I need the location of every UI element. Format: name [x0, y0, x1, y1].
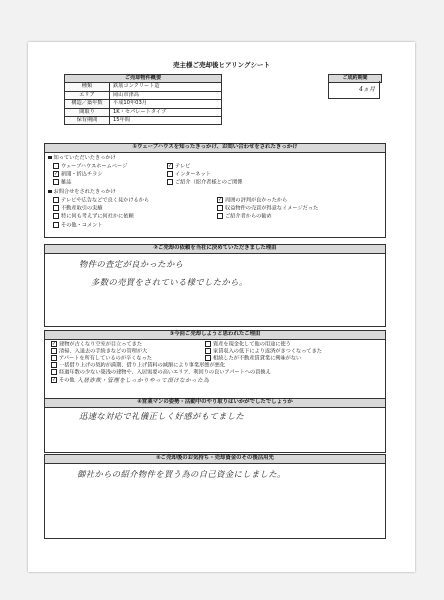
- q2-option[interactable]: [217, 197, 287, 204]
- q1-option[interactable]: [53, 171, 103, 178]
- reason-label: アパートを所有しているのが辛くなった: [59, 355, 152, 362]
- q1-option[interactable]: [167, 179, 242, 186]
- property-header: ご売却物件概要: [65, 75, 222, 83]
- property-value: 鉄筋コンクリート造: [110, 83, 222, 91]
- q1-option-label: ウェーブハウスホームページ: [61, 163, 128, 170]
- property-value: 15年間: [110, 117, 222, 125]
- section5-answer: 御社からの紹介物件を買う為の自己資金にしました。: [77, 469, 286, 479]
- checkbox-icon[interactable]: [51, 348, 57, 354]
- reason-label: 一括借り上げの契約が満期、借り上げ賃料の減額により事業形態が悪化: [59, 362, 226, 369]
- reason-option[interactable]: [51, 362, 225, 369]
- property-label: 構造／築年数: [65, 100, 110, 108]
- reason-option[interactable]: [205, 348, 322, 355]
- section3-header: ③今回ご売却しようと思われたご理由: [44, 330, 386, 340]
- checkbox-icon[interactable]: [53, 179, 59, 185]
- section2-answer-line: 物件の査定が良かったから: [79, 259, 184, 269]
- checkbox-icon[interactable]: [53, 222, 59, 228]
- sheet-title: 売主様ご売却後ヒアリングシート: [172, 61, 271, 69]
- section1-header: ①ウェーブハウスを知ったきっかけ、お問い合わせをされたきっかけ: [44, 143, 386, 153]
- checkbox-icon[interactable]: [53, 163, 59, 169]
- section5-body[interactable]: [44, 462, 386, 539]
- section2-answer-line: 多数の売買をされている様でしたから。: [91, 277, 248, 287]
- q2-title: [48, 189, 116, 195]
- q1-option-label: インターネット: [175, 171, 211, 178]
- checkbox-icon[interactable]: [167, 179, 173, 185]
- q2-option-label: 周囲の評判が良かったから: [225, 197, 288, 204]
- reason-other-handwriting: 入居詐欺・管理をしっかりやって頂けなかった為: [77, 377, 210, 384]
- q2-option[interactable]: [53, 213, 134, 220]
- checkbox-checked-icon[interactable]: ✓: [54, 170, 59, 177]
- checkbox-icon[interactable]: [205, 341, 211, 347]
- checkbox-icon[interactable]: [167, 171, 173, 177]
- property-label: 保有期間: [65, 117, 110, 125]
- reason-option[interactable]: [205, 355, 301, 362]
- bullet-icon: [48, 190, 52, 194]
- reason-label: 経過年数の少ない築浅の建物や、入居需要の高いエリア、利回りの良いアパートへの買換え: [59, 369, 271, 376]
- q1-option[interactable]: [53, 163, 127, 170]
- q1-option-label: ご紹介（紹介者様とのご関係: [175, 179, 243, 186]
- section5-header: ⑤ご売却後のお気持ち・売却資金のその後活用先: [44, 454, 386, 464]
- q2-option-label: 不動産取引の実績: [61, 205, 103, 212]
- reason-option[interactable]: [51, 348, 147, 355]
- q1-title: [48, 155, 116, 161]
- reason-label: 資産を現金化して他の用途に使う: [213, 341, 291, 348]
- period-value: 4ヵ月: [328, 81, 380, 99]
- checkbox-checked-icon[interactable]: ✓: [168, 162, 173, 169]
- property-summary-table: [64, 74, 222, 125]
- checkbox-icon[interactable]: [51, 355, 57, 361]
- section4-body[interactable]: [44, 406, 386, 453]
- checkbox-icon[interactable]: [53, 205, 59, 211]
- checkbox-icon[interactable]: [205, 348, 211, 354]
- q1-option-label: 新聞・折込チラシ: [61, 171, 103, 178]
- q1-option[interactable]: [53, 179, 71, 186]
- property-row: [65, 83, 222, 91]
- checkbox-icon[interactable]: [217, 205, 223, 211]
- reason-label: 清掃、入退去の手続きなどの管理が大: [59, 348, 148, 355]
- checkbox-icon[interactable]: [53, 213, 59, 219]
- q1-option[interactable]: [167, 171, 211, 178]
- reason-option[interactable]: [51, 341, 142, 348]
- section1-body: [44, 151, 386, 238]
- section4-answer: 迅速な対応で礼儀正しく好感がもてました: [79, 411, 245, 421]
- section2-body[interactable]: [44, 252, 386, 327]
- property-value: 平成10年03月: [110, 100, 222, 108]
- property-label: 間取り: [65, 108, 110, 116]
- checkbox-checked-icon[interactable]: ✓: [52, 340, 57, 347]
- reason-option[interactable]: [51, 369, 271, 376]
- reason-label: 建物が古くなり空室が目立ってきた: [59, 341, 143, 348]
- other-comment[interactable]: [53, 222, 103, 229]
- checkbox-icon[interactable]: [53, 197, 59, 203]
- other-comment-label: その他・コメント: [61, 222, 103, 229]
- q2-option-label: 特に何も考えずに何社かに依頼: [61, 213, 134, 220]
- checkbox-icon[interactable]: [205, 355, 211, 361]
- q2-label: お問合せをされたきっかけ: [53, 189, 116, 195]
- property-label: 種類: [65, 83, 110, 91]
- period-header: ご成約期間: [328, 74, 382, 83]
- reason-other-label: その他: [59, 377, 75, 384]
- q2-option[interactable]: [53, 205, 103, 212]
- checkbox-icon[interactable]: [51, 362, 57, 368]
- bullet-icon: [48, 156, 52, 160]
- q2-option[interactable]: [217, 205, 318, 212]
- q1-option-label: テレビ: [175, 163, 191, 170]
- property-row: [65, 91, 222, 99]
- q2-option-label: ご紹介者からの勧め: [225, 213, 272, 220]
- checkbox-checked-icon[interactable]: ✓: [218, 196, 223, 203]
- property-row: [65, 100, 222, 108]
- property-value: 岡山市津高: [110, 91, 222, 99]
- q1-label: 知っていただいたきっかけ: [53, 155, 116, 161]
- section3-body: [44, 338, 386, 402]
- reason-label: 相続したが不動産賃貸業に興味がない: [213, 355, 302, 362]
- q1-option-label: 雑誌: [61, 179, 72, 186]
- reason-option[interactable]: [205, 341, 291, 348]
- checkbox-icon[interactable]: [51, 369, 57, 375]
- q2-option-label: 収益物件の売買が得意なイメージだった: [225, 205, 319, 212]
- q2-option[interactable]: [53, 197, 149, 204]
- property-label: エリア: [65, 91, 110, 99]
- checkbox-icon[interactable]: [217, 213, 223, 219]
- reason-other[interactable]: [51, 377, 208, 384]
- section2-header: ②ご売却の依頼を当社に決めていただきました理由: [44, 244, 386, 254]
- property-row: [65, 117, 222, 125]
- checkbox-checked-icon[interactable]: ✓: [52, 376, 57, 383]
- section4-header: ④営業マンの姿勢・活動中のやり取りはいかがでしたでしょうか: [44, 398, 386, 408]
- q1-option[interactable]: [167, 163, 190, 170]
- q2-option[interactable]: [217, 213, 272, 220]
- reason-label: 家賃収入の低下により返済がきつくなってきた: [213, 348, 322, 355]
- property-value: 1K・セパレートタイプ: [110, 108, 222, 116]
- hearing-sheet: [28, 42, 415, 572]
- property-row: [65, 108, 222, 116]
- reason-option[interactable]: [51, 355, 152, 362]
- q2-option-label: テレビや広告などで良く見かけるから: [61, 197, 150, 204]
